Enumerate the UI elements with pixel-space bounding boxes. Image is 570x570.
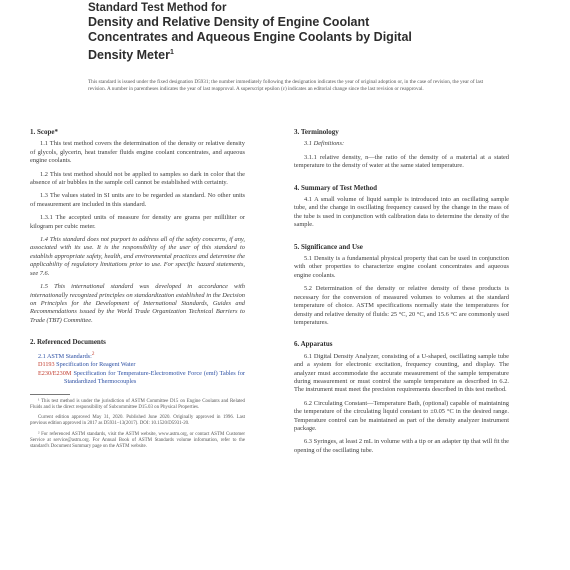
paragraph-1-3-1: 1.3.1 The accepted units of measure for density are grams per milliliter or kilogram per cubic meter. — [30, 214, 245, 230]
reference-e230[interactable] — [38, 370, 245, 386]
footnote-1: ¹ This test method is under the jurisdiction of ASTM Committee D15 on Engine Coolants and Related Fluids and is the direct responsibility of Subcommittee D15.03 on Physical Properties. — [30, 398, 245, 410]
title-line-3-text: Density Meter — [88, 48, 170, 63]
section-heading-apparatus: 6. Apparatus — [294, 340, 333, 349]
paragraph-1-5: 1.5 This international standard was developed in accordance with internationally recognized principles on standardization established in the Decision on Principles for the Development of International Standards, Guides and Recommendations issued by the World Trade Organization Technical Barriers to Trade (TBT) Committee. — [30, 283, 245, 324]
paragraph-1-2: 1.2 This test method should not be applied to samples so dark in color that the absence of air bubbles in the sample cell cannot be established with certainty. — [30, 170, 245, 187]
title-footnote-marker: 1 — [169, 49, 174, 56]
reference-d1193[interactable] — [38, 361, 245, 369]
paragraph-3-1: 3.1 Definitions: — [304, 140, 345, 148]
paragraph-5-2: 5.2 Determination of the density or relative density of these products is necessary for the conversion of measured volumes to volumes at the standard temperature of choice. ASTM specifications normally state the temperatures for density and relative density of fluids: 25 °C, 20 °C, and 15.6 °C are commonly used temperatures. — [294, 285, 509, 326]
title-prefix: Standard Test Method for — [88, 2, 227, 14]
reference-e230-code[interactable]: E230/E230M — [38, 370, 72, 378]
footnote-2: ² For referenced ASTM standards, visit the ASTM website, www.astm.org, or contact ASTM Customer Service at service@astm.org. For Annual Book of ASTM Standards volume information, refer to the standard's Document Summary page on the ASTM website. — [30, 431, 245, 449]
reference-e230-title[interactable]: Specification for Temperature-Electromotive Force (emf) Tables for Standardized Thermocouples — [64, 370, 245, 385]
title-line-2: Concentrates and Aqueous Engine Coolants by Digital — [88, 30, 412, 44]
reference-d1193-title[interactable]: Specification for Reagent Water — [56, 361, 136, 369]
section-heading-referenced-documents: 2. Referenced Documents — [30, 338, 106, 347]
reference-d1193-code[interactable]: D1193 — [38, 361, 55, 369]
left-column — [30, 128, 245, 454]
paragraph-1-1: 1.1 This test method covers the determination of the density or relative density of glycols, glycerin, heat transfer fluids engine coolant concentrates, and aqueous engine coolants. — [30, 140, 245, 165]
title-line-1: Density and Relative Density of Engine Coolant — [88, 15, 370, 29]
section-heading-scope: 1. Scope* — [30, 128, 58, 136]
paragraph-6-2: 6.2 Circulating Constant—Temperature Bath, (optional) capable of maintaining the temperature of the circulating liquid constant to ±0.05 °C in the desired range. Temperature control can be maintained as part of the density analyzer instrument package. — [294, 399, 509, 432]
reference-footnote-marker: 2 — [91, 350, 95, 357]
section-heading-summary: 4. Summary of Test Method — [294, 183, 378, 192]
paragraph-1-3: 1.3 The values stated in SI units are to be regarded as standard. No other units of measurement are included in this standard. — [30, 192, 245, 208]
reference-astm-standards-text: 2.1 ASTM Standards: — [38, 352, 92, 360]
footnote-divider — [30, 394, 70, 395]
paragraph-1-4: 1.4 This standard does not purport to address all of the safety concerns, if any, associated with its use. It is the responsibility of the user of this standard to establish appropriate safety, health, and environmental practices and determine the applicability of regulatory limitations prior to use. For specific hazard statements, see 7.6. — [30, 236, 245, 277]
paragraph-3-1-1: 3.1.1 relative density, n—the ratio of the density of a material at a stated temperature to the density of water at the same stated temperature. — [294, 153, 509, 170]
section-heading-significance: 5. Significance and Use — [294, 242, 363, 251]
reference-astm-standards — [38, 351, 245, 361]
paragraph-6-3: 6.3 Syringes, at least 2 mL in volume with a tip or an adapter tip that will fit the opening of the oscillating tube. — [294, 438, 509, 454]
right-column — [294, 128, 509, 460]
document-title — [88, 2, 508, 63]
footnote-edition: Current edition approved May 31, 2020. Published June 2020. Originally approved in 1996. Last previous edition approved in 2017 as D5931–13(2017). DOI: 10.1520/D5931-20. — [30, 415, 245, 427]
section-heading-terminology: 3. Terminology — [294, 128, 339, 136]
designation-note: This standard is issued under the fixed designation D5931; the number immediately following the designation indicates the year of original adoption or, in the case of revision, the year of last revision. A number in parentheses indicates the year of last reapproval. A superscript epsilon (ε) indicates an editorial change since the last revision or reapproval. — [88, 79, 484, 92]
paragraph-6-1: 6.1 Digital Density Analyzer, consisting of a U-shaped, oscillating sample tube and a system for electronic excitation, frequency counting, and display. The analyzer must accommodate the accurate measurement of the sample temperature during measurement or must control the sample temperature as described in 6.2. The instrument must meet the precision requirements described in this test method. — [294, 352, 509, 394]
paragraph-5-1: 5.1 Density is a fundamental physical property that can be used in conjunction with other properties to characterize engine coolant concentrates and aqueous engine coolants. — [294, 255, 509, 279]
paragraph-4-1: 4.1 A small volume of liquid sample is introduced into an oscillating sample tube, and the change in oscillating frequency caused by the change in the mass of the tube is used in conjunction with calibration data to determine the density of the sample. — [294, 196, 509, 229]
title-line-3 — [88, 45, 508, 63]
